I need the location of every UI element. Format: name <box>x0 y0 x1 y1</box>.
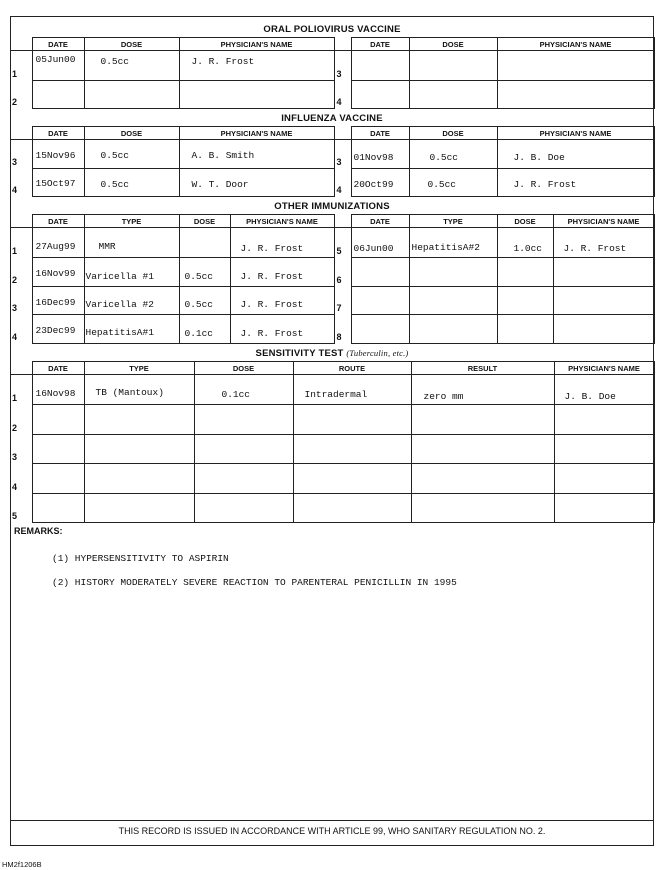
table-row <box>10 375 654 405</box>
physician-value <box>498 51 654 57</box>
influenza-header-row <box>10 127 654 140</box>
date-value <box>352 81 409 87</box>
table-row <box>10 81 654 109</box>
date-cell <box>32 140 84 169</box>
row-number: 1 <box>10 51 32 81</box>
row-number: 4 <box>10 315 32 344</box>
dose-value: 0.5cc <box>100 56 130 67</box>
sensitivity-title-note: (Tuberculin, etc.) <box>346 348 409 358</box>
date-cell <box>351 140 409 169</box>
sensitivity-test-table <box>10 361 655 523</box>
type-value <box>85 464 194 470</box>
other-header-row <box>10 215 654 228</box>
row-number: 2 <box>10 258 32 287</box>
type-cell <box>84 494 194 523</box>
dose-value: 0.5cc <box>184 299 214 310</box>
form-code: HM2f1206B <box>2 860 42 869</box>
influenza-title: INFLUENZA VACCINE <box>281 113 383 124</box>
date-cell <box>351 258 409 287</box>
header-date: DATE <box>32 127 84 140</box>
header-physician: PHYSICIAN'S NAME <box>179 38 334 51</box>
header-physician: PHYSICIAN'S NAME <box>230 215 334 228</box>
date-value: 20Oct99 <box>353 179 394 190</box>
dose-value: 0.5cc <box>427 179 457 190</box>
date-cell <box>351 315 409 344</box>
type-value <box>410 287 497 293</box>
route-value <box>294 464 411 470</box>
table-row <box>10 435 654 464</box>
dose-cell <box>194 464 293 494</box>
date-cell <box>351 287 409 315</box>
route-cell <box>293 375 411 405</box>
dose-cell <box>497 258 553 287</box>
header-result: RESULT <box>411 362 554 375</box>
row-number: 8 <box>334 315 351 344</box>
header-date: DATE <box>351 38 409 51</box>
type-value: TB (Mantoux) <box>95 387 164 398</box>
header-physician: PHYSICIAN'S NAME <box>553 215 654 228</box>
row-number: 4 <box>10 169 32 197</box>
date-value: 16Dec99 <box>35 297 76 308</box>
dose-cell <box>194 435 293 464</box>
date-value <box>352 258 409 264</box>
date-value: 27Aug99 <box>35 241 76 252</box>
header-blank <box>334 215 351 228</box>
dose-cell <box>84 51 179 81</box>
dose-cell <box>409 169 497 197</box>
physician-value: J. R. Frost <box>513 179 577 190</box>
date-value: 16Nov98 <box>35 388 76 399</box>
physician-value <box>180 81 334 87</box>
physician-cell <box>497 81 654 109</box>
type-cell <box>409 228 497 258</box>
row-number: 5 <box>334 228 351 258</box>
header-dose: DOSE <box>179 215 230 228</box>
table-row <box>10 405 654 435</box>
type-value: MMR <box>98 241 116 252</box>
header-date: DATE <box>32 215 84 228</box>
result-value <box>412 494 554 500</box>
dose-cell <box>179 258 230 287</box>
date-value: 05Jun00 <box>35 54 76 65</box>
dose-cell <box>409 81 497 109</box>
table-row <box>10 464 654 494</box>
type-value: Varicella #1 <box>85 271 154 282</box>
result-cell <box>411 464 554 494</box>
route-value <box>294 435 411 441</box>
date-value: 16Nov99 <box>35 268 76 279</box>
row-number: 7 <box>334 287 351 315</box>
row-number: 2 <box>10 81 32 109</box>
header-route: ROUTE <box>293 362 411 375</box>
sensitivity-header-row <box>10 362 654 375</box>
result-value <box>412 435 554 441</box>
type-cell <box>84 287 179 315</box>
remark-item: (1) HYPERSENSITIVITY TO ASPIRIN <box>52 553 229 564</box>
date-value: 06Jun00 <box>353 243 394 254</box>
physician-value <box>555 405 654 411</box>
date-cell <box>32 375 84 405</box>
dose-value <box>195 435 293 441</box>
dose-value <box>195 494 293 500</box>
type-cell <box>84 464 194 494</box>
physician-value: J. R. Frost <box>563 243 627 254</box>
header-dose: DOSE <box>194 362 293 375</box>
date-cell <box>32 464 84 494</box>
dose-cell <box>84 140 179 169</box>
remarks-label: REMARKS: <box>14 526 63 536</box>
dose-value: 0.1cc <box>184 328 214 339</box>
table-row <box>10 140 654 169</box>
table-row <box>10 315 654 344</box>
header-type: TYPE <box>84 215 179 228</box>
route-cell <box>293 405 411 435</box>
result-cell <box>411 494 554 523</box>
physician-cell <box>230 228 334 258</box>
other-immunizations-title: OTHER IMMUNIZATIONS <box>274 201 390 212</box>
physician-cell <box>497 169 654 197</box>
date-cell <box>32 51 84 81</box>
dose-cell <box>497 315 553 344</box>
date-value: 15Nov96 <box>35 150 76 161</box>
row-number: 6 <box>334 258 351 287</box>
physician-cell <box>179 51 334 81</box>
physician-cell <box>553 228 654 258</box>
header-blank <box>334 38 351 51</box>
physician-value <box>555 464 654 470</box>
physician-value: A. B. Smith <box>191 150 255 161</box>
type-cell <box>409 258 497 287</box>
physician-cell <box>179 81 334 109</box>
physician-value <box>554 258 654 264</box>
row-number: 3 <box>334 51 351 81</box>
header-date: DATE <box>32 362 84 375</box>
remark-item: (2) HISTORY MODERATELY SEVERE REACTION TO PARENTERAL PENICILLIN IN 1995 <box>52 577 457 588</box>
date-value <box>33 464 84 470</box>
physician-cell <box>554 435 654 464</box>
header-dose: DOSE <box>409 127 497 140</box>
header-date: DATE <box>351 215 409 228</box>
type-value: Varicella #2 <box>85 299 154 310</box>
physician-value: J. R. Frost <box>240 299 304 310</box>
dose-value: 0.1cc <box>221 389 251 400</box>
type-cell <box>84 435 194 464</box>
row-number: 3 <box>10 287 32 315</box>
date-value: 01Nov98 <box>353 152 394 163</box>
physician-value <box>554 287 654 293</box>
result-value <box>412 464 554 470</box>
type-cell <box>84 375 194 405</box>
table-row <box>10 287 654 315</box>
sensitivity-test-title <box>10 348 654 359</box>
dose-cell <box>194 494 293 523</box>
date-value <box>33 494 84 500</box>
date-value: 15Oct97 <box>35 178 76 189</box>
physician-cell <box>553 315 654 344</box>
result-cell <box>411 405 554 435</box>
physician-value <box>554 315 654 321</box>
dose-cell <box>179 228 230 258</box>
date-value <box>352 51 409 57</box>
physician-cell <box>553 287 654 315</box>
dose-value <box>180 228 230 241</box>
date-cell <box>32 315 84 344</box>
influenza-table <box>10 126 655 197</box>
physician-cell <box>230 315 334 344</box>
physician-value <box>555 435 654 441</box>
type-cell <box>409 315 497 344</box>
dose-value: 0.5cc <box>184 271 214 282</box>
dose-value <box>498 315 553 321</box>
table-row <box>10 51 654 81</box>
physician-cell <box>554 375 654 405</box>
physician-cell <box>497 140 654 169</box>
type-cell <box>84 228 179 258</box>
row-number: 3 <box>10 140 32 169</box>
sensitivity-title-text: SENSITIVITY TEST <box>255 348 344 359</box>
physician-cell <box>554 494 654 523</box>
date-cell <box>32 494 84 523</box>
date-value <box>352 287 409 293</box>
row-number: 1 <box>10 228 32 258</box>
row-number: 5 <box>10 494 32 523</box>
header-type: TYPE <box>409 215 497 228</box>
table-row <box>10 258 654 287</box>
type-cell <box>409 287 497 315</box>
date-cell <box>32 405 84 435</box>
date-cell <box>32 81 84 109</box>
dose-cell <box>84 169 179 197</box>
date-cell <box>32 435 84 464</box>
table-row <box>10 494 654 523</box>
date-value <box>352 315 409 321</box>
physician-cell <box>553 258 654 287</box>
type-value <box>85 494 194 500</box>
dose-cell <box>409 51 497 81</box>
row-number: 1 <box>10 375 32 405</box>
date-value: 23Dec99 <box>35 325 76 336</box>
route-cell <box>293 494 411 523</box>
dose-value: 1.0cc <box>513 243 543 254</box>
type-cell <box>84 258 179 287</box>
dose-value <box>498 287 553 293</box>
physician-value: J. B. Doe <box>564 391 616 402</box>
type-value: HepatitisA#1 <box>85 327 154 338</box>
date-value <box>33 81 84 87</box>
physician-value: J. R. Frost <box>191 56 255 67</box>
oral-polio-title: ORAL POLIOVIRUS VACCINE <box>263 24 401 35</box>
dose-value: 0.5cc <box>429 152 459 163</box>
date-cell <box>351 81 409 109</box>
dose-value <box>195 405 293 411</box>
table-row <box>10 228 654 258</box>
type-cell <box>84 405 194 435</box>
type-cell <box>84 315 179 344</box>
type-value <box>410 258 497 264</box>
header-blank <box>10 362 32 375</box>
physician-value: J. R. Frost <box>240 328 304 339</box>
date-cell <box>351 51 409 81</box>
row-number: 3 <box>10 435 32 464</box>
header-dose: DOSE <box>497 215 553 228</box>
physician-cell <box>554 464 654 494</box>
physician-cell <box>179 169 334 197</box>
row-number: 3 <box>334 140 351 169</box>
dose-value <box>85 81 179 87</box>
date-cell <box>32 258 84 287</box>
dose-value: 0.5cc <box>100 179 130 190</box>
physician-value <box>498 81 654 87</box>
header-dose: DOSE <box>84 38 179 51</box>
result-value <box>412 405 554 411</box>
physician-cell <box>497 51 654 81</box>
date-cell <box>32 169 84 197</box>
route-cell <box>293 435 411 464</box>
physician-value: J. R. Frost <box>240 271 304 282</box>
dose-value <box>195 464 293 470</box>
route-value <box>294 405 411 411</box>
header-physician: PHYSICIAN'S NAME <box>497 127 654 140</box>
physician-value: J. B. Doe <box>513 152 565 163</box>
date-value <box>33 405 84 411</box>
result-cell <box>411 375 554 405</box>
header-blank <box>10 127 32 140</box>
result-value: zero mm <box>423 391 464 402</box>
header-physician: PHYSICIAN'S NAME <box>179 127 334 140</box>
dose-cell <box>497 287 553 315</box>
oral-polio-header-row <box>10 38 654 51</box>
date-cell <box>32 287 84 315</box>
header-blank <box>10 215 32 228</box>
physician-value: W. T. Door <box>191 179 249 190</box>
physician-cell <box>230 287 334 315</box>
header-date: DATE <box>351 127 409 140</box>
header-blank <box>334 127 351 140</box>
route-cell <box>293 464 411 494</box>
table-row <box>10 169 654 197</box>
dose-cell <box>179 315 230 344</box>
date-cell <box>351 169 409 197</box>
type-value <box>410 315 497 321</box>
dose-cell <box>194 375 293 405</box>
footer-statement: THIS RECORD IS ISSUED IN ACCORDANCE WITH ARTICLE 99, WHO SANITARY REGULATION NO. 2. <box>118 826 546 836</box>
date-cell <box>32 228 84 258</box>
physician-cell <box>179 140 334 169</box>
header-dose: DOSE <box>409 38 497 51</box>
physician-cell <box>554 405 654 435</box>
date-value <box>33 435 84 441</box>
oral-polio-table <box>10 37 655 109</box>
dose-cell <box>179 287 230 315</box>
header-physician: PHYSICIAN'S NAME <box>554 362 654 375</box>
dose-value <box>498 258 553 264</box>
date-cell <box>351 228 409 258</box>
dose-value <box>410 81 497 87</box>
dose-cell <box>84 81 179 109</box>
type-value <box>85 405 194 411</box>
dose-cell <box>194 405 293 435</box>
header-blank <box>10 38 32 51</box>
dose-cell <box>409 140 497 169</box>
header-type: TYPE <box>84 362 194 375</box>
physician-cell <box>230 258 334 287</box>
route-value: Intradermal <box>304 389 368 400</box>
type-value <box>85 435 194 441</box>
header-physician: PHYSICIAN'S NAME <box>497 38 654 51</box>
route-value <box>294 494 411 500</box>
other-immunizations-table <box>10 214 655 344</box>
row-number: 4 <box>10 464 32 494</box>
header-dose: DOSE <box>84 127 179 140</box>
result-cell <box>411 435 554 464</box>
row-number: 2 <box>10 405 32 435</box>
physician-value: J. R. Frost <box>240 243 304 254</box>
type-value: HepatitisA#2 <box>411 242 480 253</box>
physician-value <box>555 494 654 500</box>
row-number: 4 <box>334 81 351 109</box>
header-date: DATE <box>32 38 84 51</box>
dose-value: 0.5cc <box>100 150 130 161</box>
footer-divider <box>10 820 654 821</box>
dose-value <box>410 51 497 57</box>
row-number: 4 <box>334 169 351 197</box>
dose-cell <box>497 228 553 258</box>
